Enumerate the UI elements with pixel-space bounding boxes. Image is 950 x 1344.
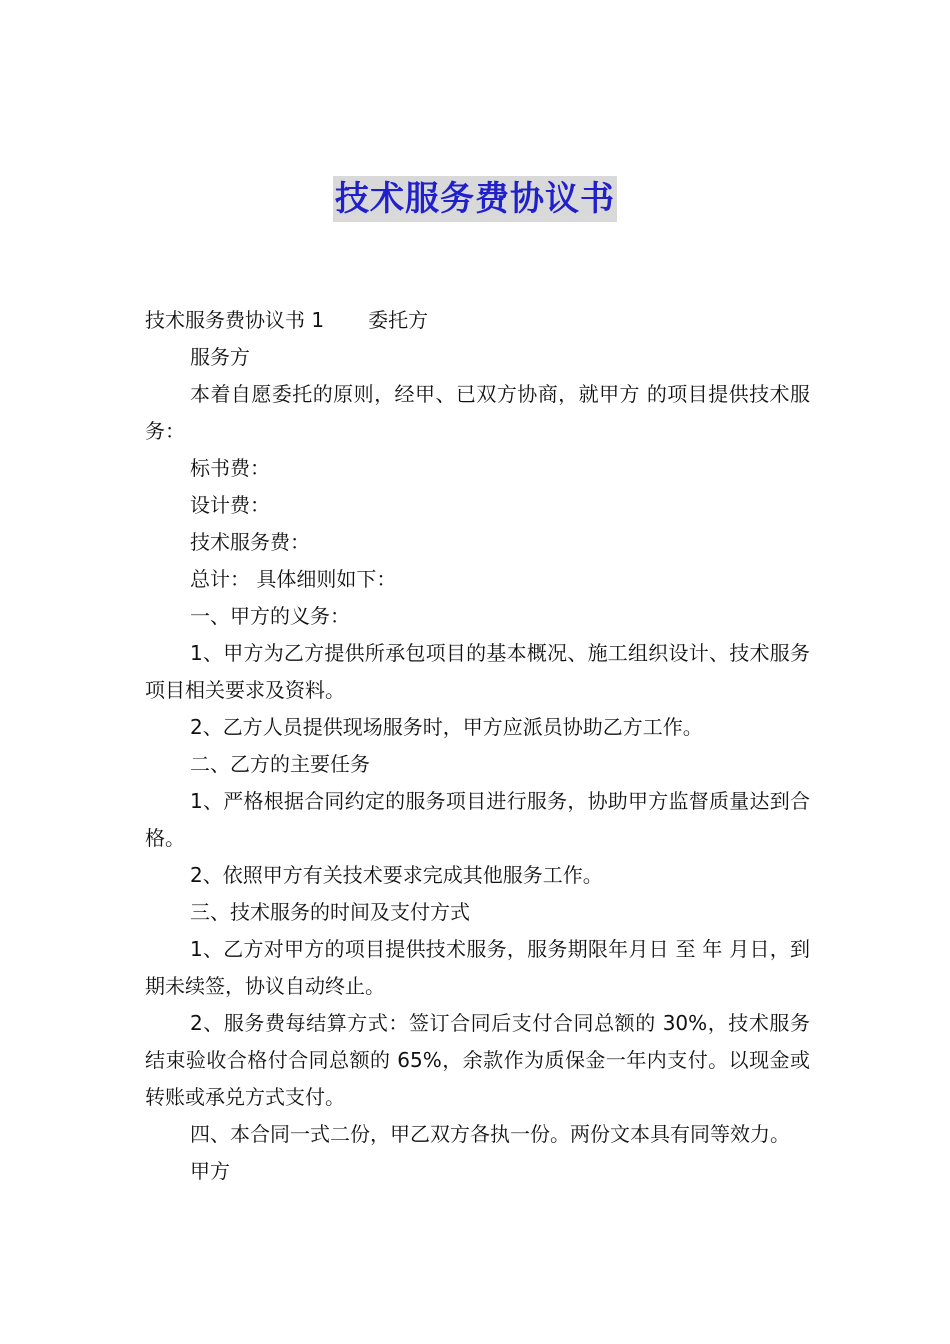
heading-right: 委托方 xyxy=(368,308,429,332)
paragraph: 总计： 具体细则如下： xyxy=(190,567,397,591)
paragraph: 1、严格根据合同约定的服务项目进行服务，协助甲方监督质量达到合格。 xyxy=(145,789,810,850)
paragraph: 2、依照甲方有关技术要求完成其他服务工作。 xyxy=(190,863,603,887)
signature-party-a: 甲方 xyxy=(190,1159,230,1183)
section-heading: 三、技术服务的时间及支付方式 xyxy=(190,900,470,924)
paragraph: 标书费： xyxy=(190,456,270,480)
paragraph: 2、乙方人员提供现场服务时，甲方应派员协助乙方工作。 xyxy=(190,715,703,739)
section-heading: 二、乙方的主要任务 xyxy=(190,752,370,776)
document-title: 技术服务费协议书 xyxy=(333,176,617,222)
heading-left: 技术服务费协议书 1 xyxy=(145,308,325,332)
document-body xyxy=(145,302,810,1190)
title-block xyxy=(0,176,950,222)
section-heading: 一、甲方的义务： xyxy=(190,604,350,628)
paragraph: 本着自愿委托的原则，经甲、已双方协商，就甲方 的项目提供技术服务： xyxy=(145,382,810,443)
paragraph: 1、甲方为乙方提供所承包项目的基本概况、施工组织设计、技术服务项目相关要求及资料。 xyxy=(145,641,810,702)
paragraph: 技术服务费： xyxy=(190,530,310,554)
paragraph: 服务方 xyxy=(190,345,250,369)
heading-line xyxy=(145,302,810,339)
paragraph: 1、乙方对甲方的项目提供技术服务，服务期限年月日 至 年 月日，到期未续签，协议自动终止。 xyxy=(145,937,810,998)
paragraph: 四、本合同一式二份，甲乙双方各执一份。两份文本具有同等效力。 xyxy=(190,1122,790,1146)
paragraph: 2、服务费每结算方式：签订合同后支付合同总额的 30%，技术服务结束验收合格付合同总额的 65%，余款作为质保金一年内支付。以现金或转账或承兑方式支付。 xyxy=(145,1011,810,1109)
paragraph: 设计费： xyxy=(190,493,270,517)
